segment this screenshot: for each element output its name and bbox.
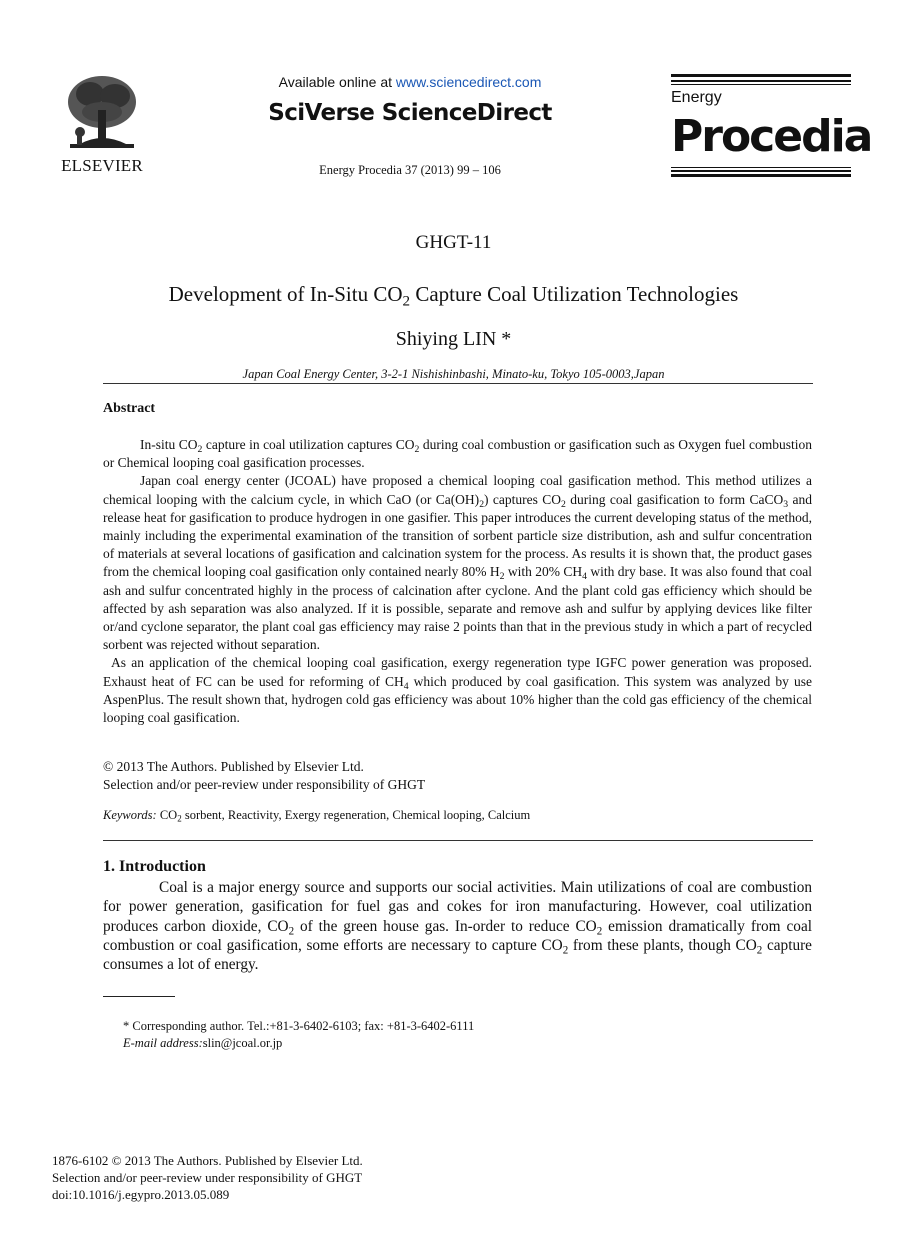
- sciencedirect-link[interactable]: www.sciencedirect.com: [395, 74, 542, 90]
- keywords-label: Keywords:: [103, 808, 157, 822]
- divider: [103, 383, 813, 384]
- footnote-contact: * Corresponding author. Tel.:+81-3-6402-6103; fax: +81-3-6402-6111: [123, 1019, 475, 1033]
- conference-name: GHGT-11: [415, 232, 492, 253]
- abstract-paragraph: Japan coal energy center (JCOAL) have proposed a chemical looping coal gasification method. This method utilizes a chemical looping with the calcium cycle, in which CaO (or $Ca(OH)_2$) captures $CO_2$ during coal gasification to form CaCO$_3$ and release heat for gasification to produce hydrogen in one gasifier. This paper introduces the current developing status of the method, mainly including the experimental examination of the transition of sorbent particle size distribution, ash and sulfur concentration of materials at several locations of gasification and calcination system for the process. As results it is shown that, the product gases from the chemical looping coal gasification only contained nearly 80% $H_2$ with 20% $CH_4$ with dry base. It was also found that coal ash and sulfur concentrated highly in the process of calcination after cyclone. And the plant cold gas efficiency which should be affected by ash separation was also analyzed. If it is possible, separate and remove ash and sulfur by applying devices like filter or/and cyclone separator, the plant coal gas efficiency may raise 2 points than that in the previous study in which a part of recycled sorbent was rejected without separation.: [103, 473, 813, 653]
- copyright-notice: © 2013 The Authors. Published by Elsevier Ltd. Selection and/or peer-review under responsibility of GHGT: [103, 759, 426, 792]
- footnote-rule: [103, 996, 175, 997]
- sciverse-brand: SciVerse ScienceDirect: [268, 100, 552, 126]
- logo-rule: [671, 167, 851, 168]
- available-text: Available online at: [278, 74, 396, 90]
- publisher-name: ELSEVIER: [61, 156, 143, 175]
- available-online-line: [200, 74, 620, 90]
- intro-paragraph: Coal is a major energy source and supports our social activities. Main utilizations of coal are combustion for power generation, gasification for fuel gas and cokes for iron manufacturing. However, coal utilization produces carbon dioxide, $CO_2$ of the green house gas. In-order to reduce $CO_2$ emission dramatically from coal combustion or coal gasification, some efforts are necessary to capture $CO_2$ from these plants, though $CO_2$ capture consumes a lot of energy.: [103, 879, 812, 974]
- abstract-paragraph: As an application of the chemical looping coal gasification, exergy regeneration type IGFC power generation was proposed. Exhaust heat of FC can be used for reforming of $CH_4$ which produced by coal gasification. This system was analyzed by use AspenPlus. The result shown that, hydrogen cold gas efficiency was about 10% higher than the cold gas efficiency of the chemical looping coal gasification.: [103, 655, 812, 726]
- keywords: Keywords: $CO_2$ sorbent, Reactivity, Exergy regeneration, Chemical looping, Calcium: [103, 808, 531, 824]
- logo-rule: [671, 80, 851, 82]
- elsevier-logo: [50, 70, 154, 178]
- section-heading: 1. Introduction: [103, 858, 206, 875]
- logo-rule: [671, 84, 851, 85]
- journal-name-top: Energy: [671, 89, 722, 106]
- intro-body: [103, 878, 812, 974]
- abstract-paragraph: In-situ $CO_2$ capture in coal utilization captures $CO_2$ during coal combustion or gasification such as Oxygen fuel combustion or Chemical looping coal gasification processes.: [103, 437, 813, 471]
- logo-rule: [671, 170, 851, 172]
- doi[interactable]: doi:10.1016/j.egypro.2013.05.089: [52, 1187, 230, 1202]
- author-name: Shiying LIN *: [395, 328, 512, 350]
- publication-info: 1876-6102 © 2013 The Authors. Published by Elsevier Ltd. Selection and/or peer-review under responsibility of GHGT doi:10.1016/j.egypro.2013.05.089: [52, 1153, 363, 1202]
- energy-procedia-logo: [671, 74, 872, 178]
- divider: [103, 840, 813, 841]
- footnote-email-line: [123, 1035, 474, 1052]
- logo-rule: [671, 74, 851, 77]
- email-address[interactable]: slin@jcoal.or.jp: [202, 1036, 283, 1050]
- logo-rule: [671, 174, 851, 177]
- abstract-body: [103, 436, 812, 727]
- journal-name-main: Procedia: [671, 111, 872, 162]
- elsevier-tree-icon: [60, 70, 144, 154]
- journal-citation: Energy Procedia 37 (2013) 99 – 106: [319, 163, 501, 177]
- affiliation: Japan Coal Energy Center, 3-2-1 Nishishinbashi, Minato-ku, Tokyo 105-0003,Japan: [242, 367, 665, 381]
- footnote: [123, 1018, 474, 1052]
- abstract-heading: Abstract: [103, 401, 156, 416]
- paper-title: Development of In-Situ $CO_2$ Capture Coal Utilization Technologies: [168, 282, 739, 310]
- email-label: E-mail address:: [123, 1036, 203, 1050]
